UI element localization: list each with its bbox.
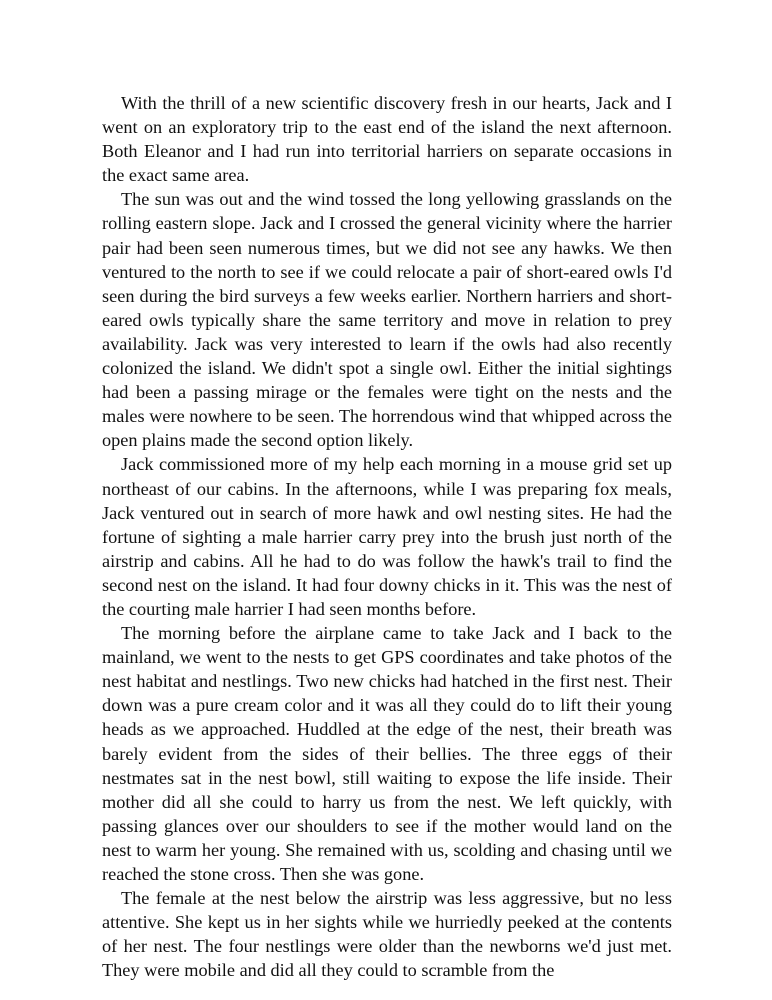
paragraph-5: The female at the nest below the airstrip was less aggressive, but no less attentive. She kept us in her sights while we hurriedly peeked at the contents of her nest. The four nestlings were older than the newborns we'd just met. They were mobile and did all they could to scramble from the [102, 888, 672, 981]
paragraph-2: The sun was out and the wind tossed the long yellowing grasslands on the rolling eastern slope. Jack and I crossed the general vicinity where the harrier pair had been seen numerous times, but we did not see any hawks. We then ventured to the north to see if we could relocate a pair of short-eared owls I'd seen during the bird surveys a few weeks earlier. Northern harriers and short-eared owls typically share the same territory and move in relation to prey availability. Jack was very interested to learn if the owls had also recently colonized the island. We didn't spot a single owl. Either the initial sightings had been a passing mirage or the females were tight on the nests and the males were nowhere to be seen. The horrendous wind that whipped across the open plains made the second option likely. [102, 189, 672, 451]
paragraph-3: Jack commissioned more of my help each morning in a mouse grid set up northeast of our cabins. In the afternoons, while I was preparing fox meals, Jack ventured out in search of more hawk and owl nesting sites. He had the fortune of sighting a male harrier carry prey into the brush just north of the airstrip and cabins. All he had to do was follow the hawk's trail to find the second nest on the island. It had four downy chicks in it. This was the nest of the courting male harrier I had seen months before. [102, 454, 672, 619]
page-body [102, 91, 672, 982]
paragraph-4: The morning before the airplane came to take Jack and I back to the mainland, we went to the nests to get GPS coordinates and take photos of the nest habitat and nestlings. Two new chicks had hatched in the first nest. Their down was a pure cream color and it was all they could do to lift their young heads as we approached. Huddled at the edge of the nest, their breath was barely evident from the sides of their bellies. The three eggs of their nestmates sat in the nest bowl, still waiting to expose the life inside. Their mother did all she could to harry us from the nest. We left quickly, with passing glances over our shoulders to see if the mother would land on the nest to warm her young. She remained with us, scolding and chasing until we reached the stone cross. Then she was gone. [102, 623, 672, 884]
paragraph-1: With the thrill of a new scientific discovery fresh in our hearts, Jack and I went on an exploratory trip to the east end of the island the next afternoon. Both Eleanor and I had run into territorial harriers on separate occasions in the exact same area. [102, 93, 672, 186]
